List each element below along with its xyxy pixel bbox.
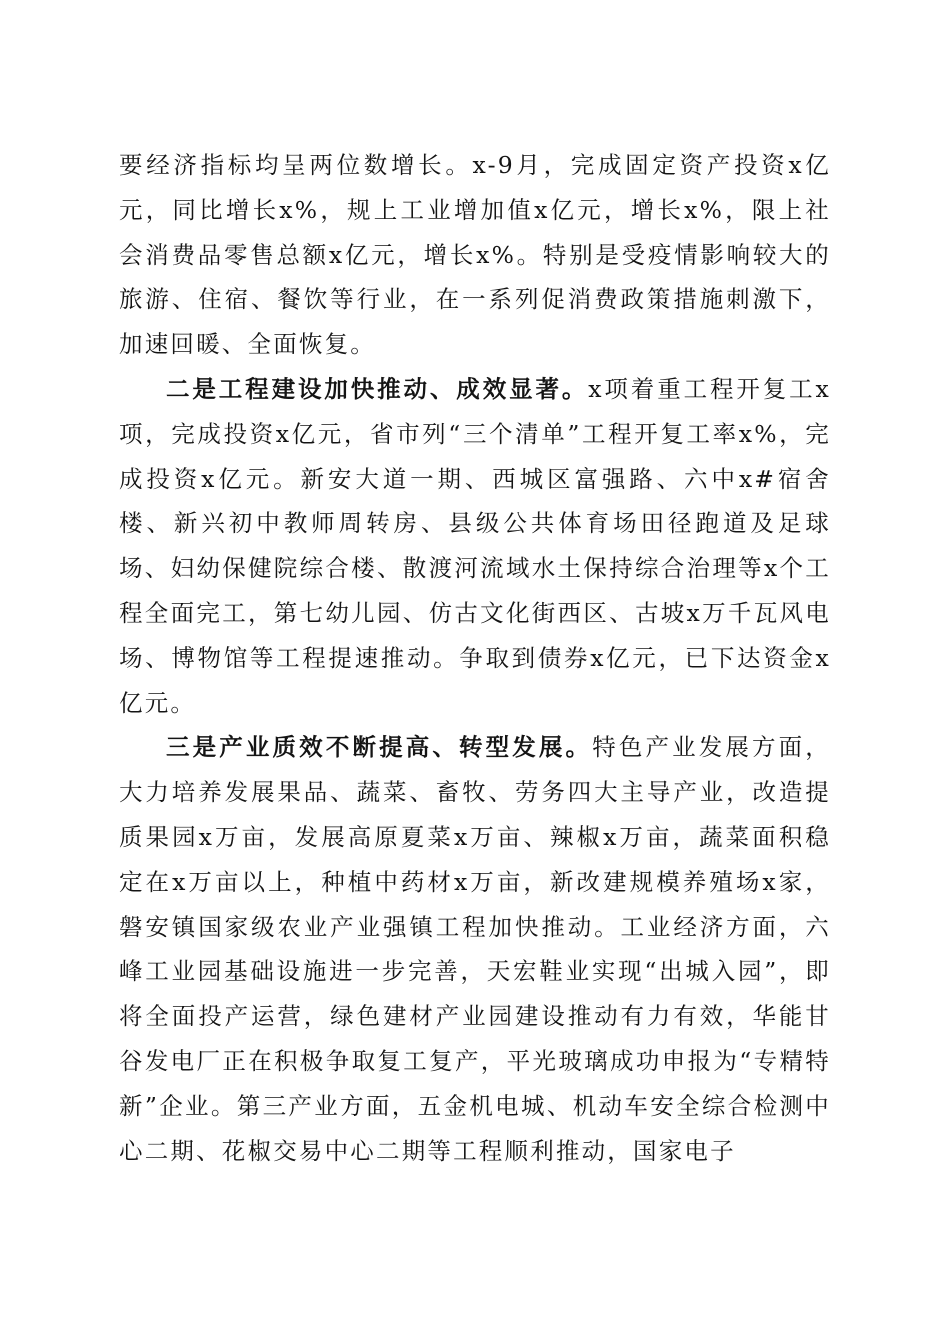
document-body <box>119 143 831 1173</box>
paragraph-lead-heading: 三是产业质效不断提高、转型发展。 <box>166 733 593 762</box>
paragraph-economic-indicators <box>119 143 831 367</box>
paragraph-engineering-construction <box>119 367 831 725</box>
paragraph-text: 特色产业发展方面，大力培养发展果品、蔬菜、畜牧、劳务四大主导产业，改造提质果园x万亩，发展高原夏菜x万亩、辣椒x万亩，蔬菜面积稳定在x万亩以上，种植中药材x万亩，新改建规模养殖场x家，磐安镇国家级农业产业强镇工程加快推动。工业经济方面，六峰工业园基础设施进一步完善，天宏鞋业实现“出城入园”，即将全面投产运营，绿色建材产业园建设推动有力有效，华能甘谷发电厂正在积极争取复工复产，平光玻璃成功申报为“专精特新”企业。第三产业方面，五金机电城、机动车安全综合检测中心二期、花椒交易中心二期等工程顺利推动，国家电子 <box>119 733 831 1165</box>
paragraph-text: 要经济指标均呈两位数增长。x-9月，完成固定资产投资x亿元，同比增长x%，规上工业增加值x亿元，增长x%，限上社会消费品零售总额x亿元，增长x%。特别是受疫情影响较大的旅游、住宿、餐饮等行业，在一系列促消费政策措施刺激下，加速回暖、全面恢复。 <box>119 151 831 359</box>
paragraph-industry-quality <box>119 725 831 1173</box>
paragraph-text: x项着重工程开复工x项，完成投资x亿元，省市列“三个清单”工程开复工率x%，完成投资x亿元。新安大道一期、西城区富强路、六中x#宿舍楼、新兴初中教师周转房、县级公共体育场田径跑道及足球场、妇幼保健院综合楼、散渡河流域水土保持综合治理等x个工程全面完工，第七幼儿园、仿古文化街西区、古坡x万千瓦风电场、博物馆等工程提速推动。争取到债券x亿元，已下达资金x亿元。 <box>119 374 831 717</box>
paragraph-lead-heading: 二是工程建设加快推动、成效显著。 <box>166 374 589 403</box>
